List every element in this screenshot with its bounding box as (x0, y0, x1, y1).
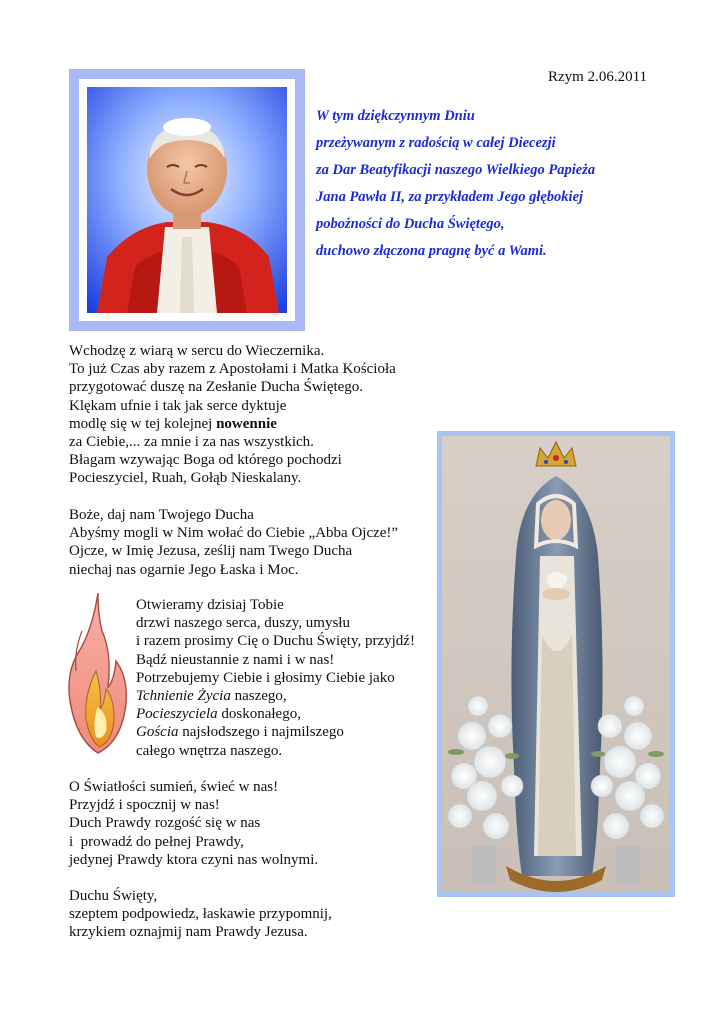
poem-line: Wchodzę z wiarą w sercu do Wieczernika. (69, 343, 325, 359)
poem-line: przygotować duszę na Zesłanie Ducha Świętego. (69, 379, 364, 396)
stanza-5 (69, 887, 332, 942)
poem-line: Bądź nieustannie z nami i w nas! (136, 651, 335, 668)
poem-line: To już Czas aby razem z Apostołami i Matka Kościoła (69, 361, 396, 378)
intro-line: Jana Pawła II, za przykładem Jego głębokiej (316, 189, 584, 205)
poem-line: niechaj nas ogarnie Jego Łaska i Moc. (69, 561, 299, 578)
intro-line: za Dar Beatyfikacji naszego Wielkiego Papieża (316, 162, 596, 178)
stanza-1 (69, 342, 396, 488)
pope-photo-frame (69, 69, 305, 331)
poem-line: modlę się w tej kolejnej nowennie (69, 415, 277, 432)
stanza-4 (69, 778, 318, 869)
poem-line: Przyjdź i spocznij w nas! (69, 797, 220, 814)
poem-line: Pocieszyciel, Ruah, Gołąb Nieskalany. (69, 470, 302, 487)
poem-line: Klękam ufnie i tak jak serce dyktuje (69, 397, 287, 414)
poem-line: drzwi naszego serca, duszy, umysłu (136, 615, 350, 632)
poem-line: Potrzebujemy Ciebie i głosimy Ciebie jako (136, 669, 395, 686)
poem-line: i prowadź do pełnej Prawdy, (69, 833, 244, 850)
date-line: Rzym 2.06.2011 (548, 69, 648, 85)
poem-line: i razem prosimy Cię o Duchu Święty, przyjdź! (136, 633, 415, 650)
poem-line: Gościa najsłodszego i najmilszego (136, 724, 344, 741)
poem-line: Otwieramy dzisiaj Tobie (136, 597, 284, 613)
poem-line: Ojcze, w Imię Jezusa, ześlij nam Twego Ducha (69, 543, 353, 560)
poem-line: Pocieszyciela doskonałego, (136, 706, 301, 723)
intro-line: W tym dziękczynnym Dniu (316, 108, 475, 124)
madonna-statue-photo (442, 436, 670, 892)
intro-line: pobożności do Ducha Świętego, (316, 216, 505, 232)
pope-photo (87, 87, 287, 313)
intro-dedication (316, 106, 646, 268)
poem-line: Błagam wzywając Boga od którego pochodzi (69, 452, 342, 469)
poem-line: za Ciebie,... za mnie i za nas wszystkich. (69, 433, 314, 450)
poem-line: jedynej Prawdy ktora czyni nas wolnymi. (69, 851, 319, 868)
poem-line: szeptem podpowiedz, łaskawie przypomnij, (69, 906, 332, 923)
intro-line: przeżywanym z radością w całej Diecezji (316, 135, 556, 151)
poem-line: Boże, daj nam Twojego Ducha (69, 507, 254, 523)
poem-line: Tchnienie Życia naszego, (136, 687, 287, 704)
poem-line: Duchu Święty, (69, 888, 158, 904)
stanza-3 (136, 596, 415, 760)
poem-line: całego wnętrza naszego. (136, 742, 283, 759)
poem-line: O Światłości sumień, świeć w nas! (69, 779, 279, 795)
poem-line: krzykiem oznajmij nam Prawdy Jezusa. (69, 924, 308, 941)
poem-line: Duch Prawdy rozgość się w nas (69, 815, 261, 832)
poem-line: Abyśmy mogli w Nim wołać do Ciebie „Abba Ojcze!” (69, 525, 399, 542)
statue-photo-frame (437, 431, 675, 897)
flame-icon (64, 591, 130, 757)
intro-line: duchowo złączona pragnę być a Wami. (316, 243, 547, 259)
bold-word: nowennie (216, 415, 277, 432)
stanza-2 (69, 506, 398, 579)
